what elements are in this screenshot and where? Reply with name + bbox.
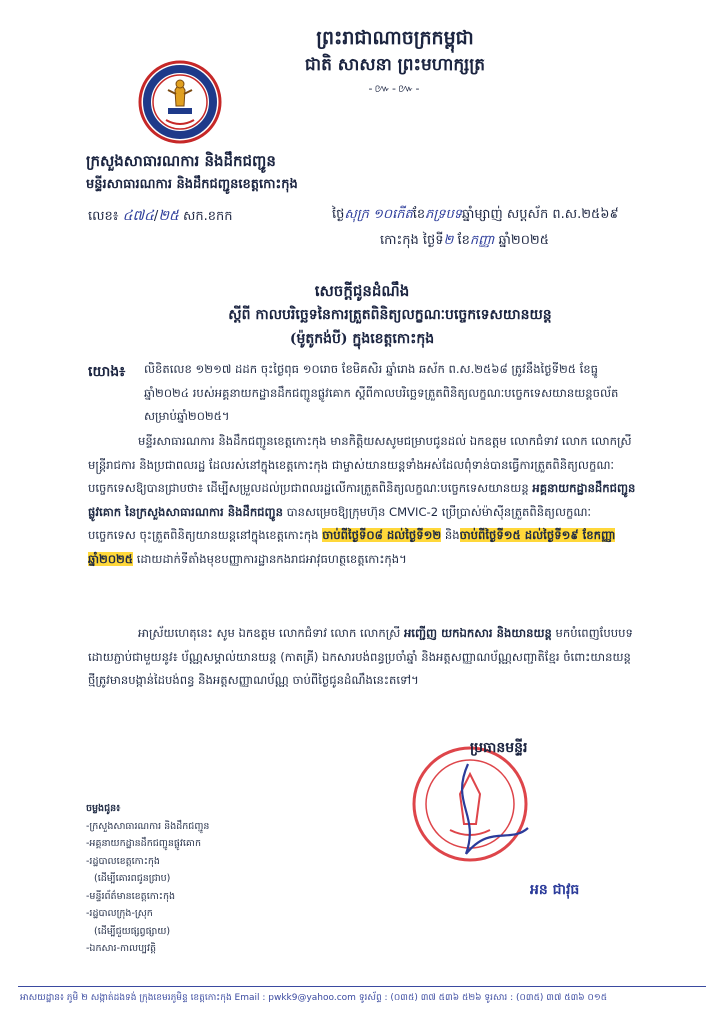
lunar-prefix: ថ្ងៃ: [332, 207, 345, 222]
ref-suffix: សក.ខកក: [182, 209, 233, 224]
signatory-name: អន ជាវុធ: [530, 882, 580, 898]
notice-subject-line2: (ម៉ូតូកង់បី) ក្នុងខេត្តកោះកុង: [289, 331, 435, 347]
ref-prefix: លេខ៖: [88, 209, 119, 224]
ref-separator: /: [153, 209, 159, 224]
p2-text-d: និង: [441, 528, 460, 542]
cc-item: -អគ្គនាយកដ្ឋានដឹកជញ្ជូនផ្លូវគោក: [86, 838, 201, 849]
solar-suffix: ឆ្នាំ២០២៥: [498, 233, 549, 248]
solar-middle: ខែ: [457, 233, 470, 248]
footer-divider: [18, 986, 706, 987]
cc-item: -រដ្ឋបាលខេត្តកោះកុង: [86, 855, 160, 867]
lunar-date: [332, 206, 619, 225]
cc-item: -ក្រសួងសាធារណការ និងដឹកជញ្ជូន: [86, 820, 210, 832]
lunar-suffix: ឆ្នាំម្សាញ់ សប្តស័ក ព.ស.២៥៦៩: [461, 207, 619, 222]
p3-bold-invite: អញ្ជើញ យកឯកសារ និងយានយន្ត: [403, 626, 552, 640]
cc-heading: ចម្លងជូន៖: [86, 803, 121, 814]
announcement-paragraph: [88, 430, 636, 571]
footer-address: អាសយដ្ឋាន៖ ភូមិ ២ សង្កាត់ដងទង់ ក្រុងខេមរភូមិន្ទ ខេត្តកោះកុង Email : pwkk9@yahoo.com ទូរស័ព្ទ : (០៣៥) ៣៧ ៥៣៦ ៥២៦ ទូរសារ : (០៣៥) ៣៧ ៥៣៦ ០១៥: [20, 993, 608, 1003]
reference-label: យោង៖: [88, 364, 126, 380]
ref-year-handwritten: ២៥: [158, 208, 179, 224]
p2-text-e: ដោយដាក់ទីតាំងមុខបញ្ញាការដ្ឋានកងរាជអាវុធហត្ថខេត្តកោះកុង។: [133, 551, 407, 566]
solar-prefix: កោះកុង ថ្ងៃទី: [380, 233, 444, 248]
reference-number: [88, 206, 233, 227]
ref-number-handwritten: ៤៧៤: [122, 208, 154, 224]
solar-date: [380, 232, 549, 251]
highlight-date-range-1: ចាប់ពីថ្ងៃទី០៨ ដល់ថ្ងៃទី១២: [322, 528, 442, 542]
cc-list: [86, 800, 209, 958]
solar-month-handwritten: កញ្ញា: [469, 233, 495, 248]
p2-text-c: បានសម្រេចឱ្យក្រុមហ៊ុន CMVIC-2 ប្រើប្រាស់ម៉ាស៊ីនត្រួតពិនិត្យលក្ខណៈបច្ចេកទេស ចុះត្រួតពិនិត្យយានយន្តនៅក្នុងខេត្តកោះកុង: [88, 504, 592, 542]
kingdom-heading: ព្រះរាជាណាចក្រកម្ពុជា: [316, 27, 474, 49]
lunar-middle: ខែ: [412, 207, 426, 222]
ministry-logo: [138, 60, 222, 144]
p3-text-c: មកបំពេញបែបបទ ដោយភ្ជាប់ជាមួយនូវ៖ ប័ណ្ណសម្គាល់យានយន្ត (កាតគ្រី) ឯកសារបង់ពន្ធប្រចាំឆ្នាំ និងអត្តសញ្ញាណប័ណ្ណសញ្ជាតិខ្មែរ ចំពោះយានយន្តថ្មីត្រូវមានបង្កាន់ដៃបង់ពន្ធ និងអត្តសញ្ញាណប័ណ្ណ ចាប់ពីថ្ងៃជូនដំណឹងនេះតទៅ។: [88, 626, 633, 687]
cc-item: -រដ្ឋបាលក្រុង-ស្រុក: [86, 908, 153, 919]
cc-item: -ឯកសារ-កាលប្បវត្តិ: [86, 943, 156, 954]
notice-subject: ស្តីពី កាលបរិច្ឆេទនៃការត្រួតពិនិត្យលក្ខណៈបច្ចេកទេសយានយន្ត: [228, 307, 552, 323]
cc-item: -មន្ទីរព័ត៌មានខេត្តកោះកុង: [86, 890, 176, 902]
request-paragraph: [88, 622, 636, 693]
ministry-seal-icon: [138, 60, 222, 144]
p2-bold-authority: អគ្គនាយកដ្ឋានដឹកជញ្ជូនផ្លូវគោក នៃក្រសួងសាធារណការ និងដឹកជញ្ជូន: [88, 481, 636, 519]
official-stamp: [410, 744, 530, 864]
national-motto: ជាតិ សាសនា ព្រះមហាក្សត្រ: [304, 55, 486, 75]
red-seal-icon: [410, 744, 530, 864]
ministry-name: ក្រសួងសាធារណការ និងដឹកជញ្ជូន: [86, 152, 276, 170]
reference-paragraph: លិខិតលេខ ១២១៧ ដដក ចុះថ្ងៃពុធ ១០រោច ខែមិគសិរ ឆ្នាំរោង ឆស័ក ព.ស.២៥៦៨ ត្រូវនឹងថ្ងៃទី២៥ ខែធ្នូ ឆ្នាំ២០២៤ របស់អគ្គនាយកដ្ឋានដឹកជញ្ជូនផ្លូវគោក ស្តីពីកាលបរិច្ឆេទត្រួតពិនិត្យលក្ខណៈបច្ចេកទេសយានយន្តចល័ត សម្រាប់ឆ្នាំ២០២៥។: [144, 362, 619, 423]
highlight-date-range-2: ចាប់ពីថ្ងៃទី១៥ ដល់ថ្ងៃទី១៩ ខែកញ្ញា ឆ្នាំ២០២៥: [88, 528, 616, 566]
p3-text-a: អាស្រ័យហេតុនេះ សូម ឯកឧត្តម លោកជំទាវ លោក លោកស្រី: [138, 626, 404, 640]
cc-item: (ដើម្បីជួយផ្សព្វផ្សាយ): [94, 925, 171, 937]
department-name: មន្ទីរសាធារណការ និងដឹកជញ្ជូនខេត្តកោះកុង: [86, 177, 298, 192]
signatory-title: ប្រធានមន្ទីរ: [470, 740, 528, 756]
notice-title: សេចក្តីជូនដំណឹង: [314, 282, 410, 300]
ornament-divider: -៚-៚-: [368, 82, 422, 95]
cc-item: (ដើម្បីគោរពជូនជ្រាប): [94, 873, 171, 884]
lunar-month-handwritten: ភទ្របទ: [425, 207, 462, 222]
lunar-day-handwritten: សុក្រ ១០កើត: [344, 207, 413, 222]
solar-day-handwritten: ២: [443, 233, 454, 248]
p2-text-a: មន្ទីរសាធារណការ និងដឹកជញ្ជូនខេត្តកោះកុង មានកិត្តិយសសូមជម្រាបជូនដល់ ឯកឧត្តម លោកជំទាវ លោក លោកស្រី មន្ត្រីរាជការ និងប្រជាពលរដ្ឋ ដែលរស់នៅក្នុងខេត្តកោះកុង ជាម្ចាស់យានយន្តទាំងអស់ដែលពុំទាន់បានធ្វើការត្រួតពិនិត្យលក្ខណៈបច្ចេកទេសឱ្យបានជ្រាបថា៖ ដើម្បីសម្រួលដល់ប្រជាពលរដ្ឋលើការត្រួតពិនិត្យលក្ខណៈបច្ចេកទេសយានយន្ត: [88, 434, 632, 495]
